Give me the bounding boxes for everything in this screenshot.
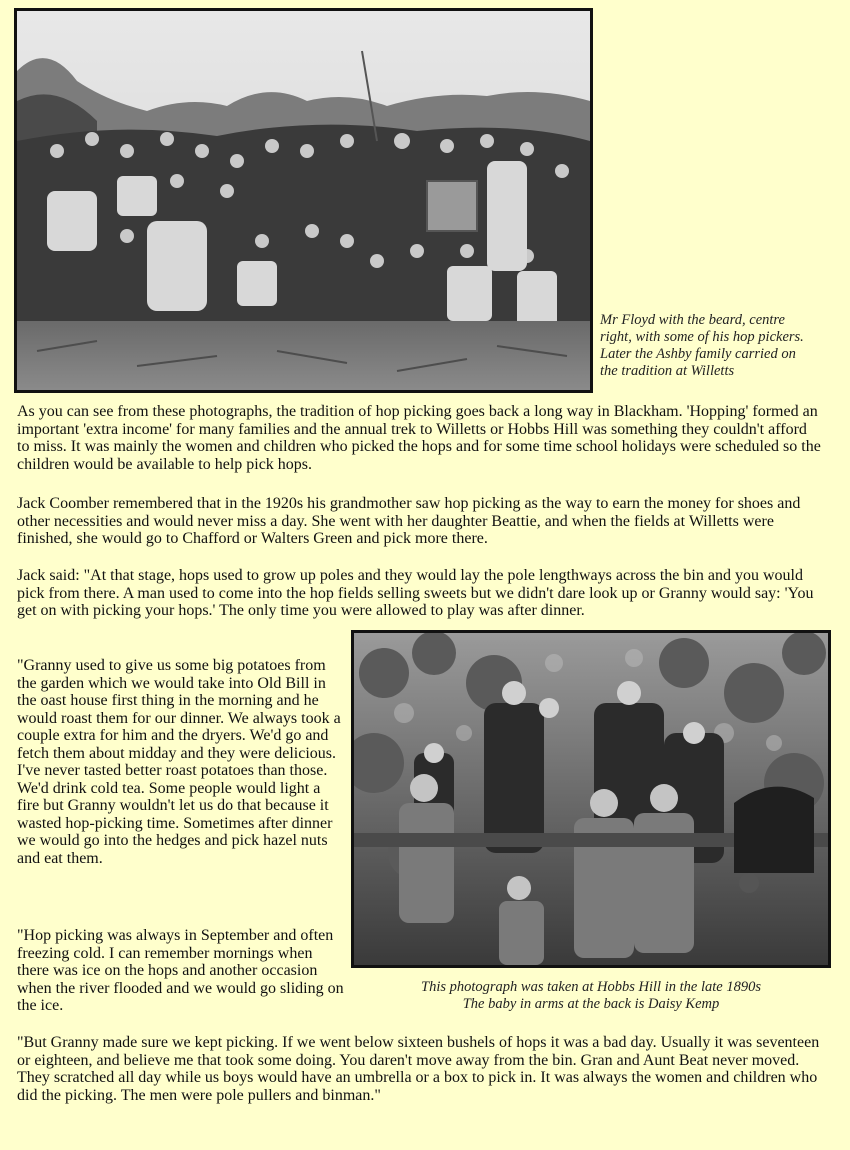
hobbs-hill-family-photo-image: [354, 633, 828, 965]
hop-pickers-group-photo-image: [17, 11, 590, 390]
paragraph-4: "Granny used to give us some big potatoes from the garden which we would take into Old Bill in the oast house first thing in the morning and he would roast them for our dinner. We always took a couple extra for him and the dryers. We'd go and fetch them about midday and they were delicious. I've never tasted better roast potatoes than those. We'd drink cold tea. Some people would light a fire but Granny wouldn't let us do that because it wasted hop-picking time. Sometimes after dinner we would go into the hedges and pick hazel nuts and eat them.: [17, 657, 341, 867]
paragraph-2: Jack Coomber remembered that in the 1920s his grandmother saw hop picking as the way to earn the money for shoes and other necessities and would never miss a day. She went with her daughter Beattie, and when the fields at Willetts were finished, she would go to Chafford or Walters Green and pick more there.: [17, 495, 801, 547]
photo2-caption-line-2: The baby in arms at the back is Daisy Kemp: [462, 996, 720, 1012]
paragraph-3: Jack said: "At that stage, hops used to grow up poles and they would lay the pole lengthways across the bin and you would pick from there. A man used to come into the hop fields selling sweets but we didn't dare look up or Granny would say: 'You get on with picking your hops.' The only time you were allowed to play was after dinner.: [17, 567, 814, 619]
hop-pickers-group-photo: [14, 8, 593, 393]
photo2-caption-line-1: This photograph was taken at Hobbs Hill in the late 1890s: [421, 979, 761, 995]
paragraph-6: "But Granny made sure we kept picking. If we went below sixteen bushels of hops it was a bad day. Usually it was seventeen or eighteen, and believe me that took some doing. You daren't move away from the bin. Gran and Aunt Beat never moved. They scratched all day while us boys would have an umbrella or a box to pick in. It was always the women and children who did the picking. The men were pole pullers and binman.": [17, 1034, 820, 1104]
hobbs-hill-family-photo: [351, 630, 831, 968]
photo1-caption: Mr Floyd with the beard, centre right, with some of his hop pickers. Later the Ashby family carried on the tradition at Willetts: [600, 312, 804, 379]
paragraph-1: As you can see from these photographs, the tradition of hop picking goes back a long way in Blackham. 'Hopping' formed an important 'extra income' for many families and the annual trek to Willetts or Hobbs Hill was something they couldn't afford to miss. It was mainly the women and children who picked the hops and for some time school holidays were scheduled so the children would be available to help pick hops.: [17, 403, 821, 473]
paragraph-5: "Hop picking was always in September and often freezing cold. I can remember mornings when there was ice on the hops and another occasion when the river flooded and we would go sliding on the ice.: [17, 927, 344, 1014]
